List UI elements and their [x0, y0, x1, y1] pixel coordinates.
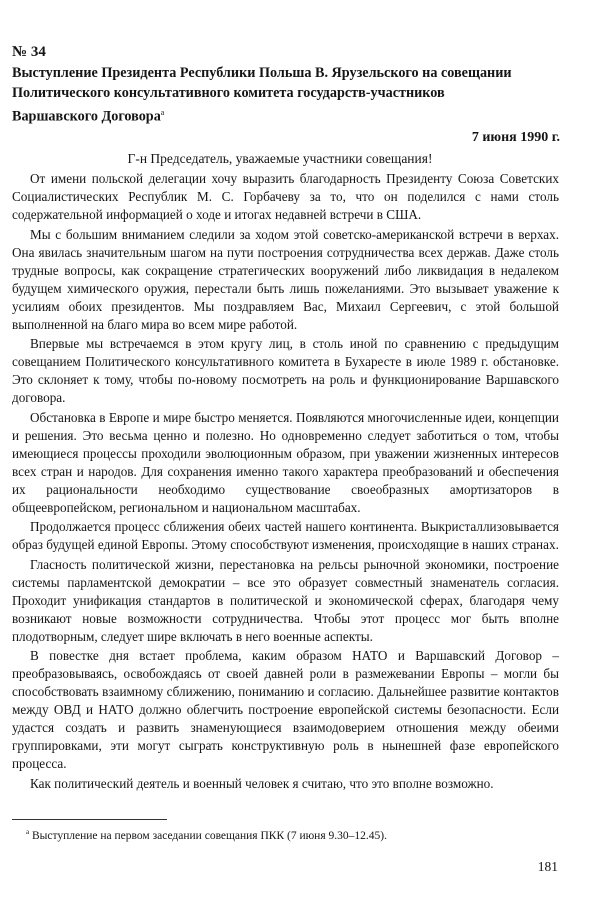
- paragraph: Гласность политической жизни, перестановка на рельсы рыночной экономики, построение системы парламентской демократии – все это образует совместный знаменатель согласия. Проходит унификация стандартов в политической и экономической сферах, благодаря чему возникают новые возможности сотрудничества. Чтобы этот процесс мог быть вполне плодотворным, следует шире включать в него военные аспекты.: [12, 556, 559, 644]
- speech-body: [12, 170, 559, 794]
- footnote: [26, 824, 556, 844]
- paragraph: Мы с большим вниманием следили за ходом этой советско-американской встречи в верхах. Она явилась значительным шагом на пути построения сотрудничества всех держав. Даже столь трудные вопросы, как сокращение стратегических вооружений либо ликвидация в недалеком будущем химического оружия, перестали быть лишь пожеланиями. Это вызывает уважение к усилиям обоих президентов. Мы поздравляем Вас, Михаил Сергеевич, с этой большой выполненной на благо мира во всем мире работой.: [12, 226, 559, 332]
- footnote-divider: [12, 819, 167, 820]
- footnote-mark: а: [26, 828, 30, 836]
- paragraph: Как политический деятель и военный человек я считаю, что это вполне возможно.: [30, 775, 494, 791]
- document-title: [12, 63, 532, 127]
- salutation: Г-н Председатель, уважаемые участники совещания!: [127, 151, 433, 166]
- footnote-text: Выступление на первом заседании совещания ПКК (7 июня 9.30–12.45).: [31, 829, 387, 842]
- paragraph: От имени польской делегации хочу выразить благодарность Президенту Союза Советских Социалистических Республик М. С. Горбачеву за то, что он поделился с нами столь содержательной информацией о ходе и итогах недавней встречи в США.: [12, 171, 559, 222]
- page-number: 181: [537, 859, 558, 874]
- title-footnote-mark: а: [160, 108, 165, 117]
- paragraph: В повестке дня встает проблема, каким образом НАТО и Варшавский Договор – преобразовываясь, освобождаясь от своей давней роли в размежевании Европы – могли бы способствовать взаимному сближению, пониманию и согласию. Дальнейшее развитие контактов между ОВД и НАТО должно облегчить построение европейской системы безопасности. Если удастся создать и развить знаменующиеся взаимодоверием отношения между обеими группировками, эти могут сыграть конструктивную роль в нынешней фазе европейского процесса.: [12, 648, 559, 771]
- paragraph: Впервые мы встречаемся в этом кругу лиц, в столь иной по сравнению с предыдущим совещанием Политического консультативного комитета в Бухаресте в июле 1989 г. обстановке. Это склоняет к тому, чтобы по-новому посмотреть на роль и функционирование Варшавского договора.: [12, 336, 559, 405]
- paragraph: Продолжается процесс сближения обеих частей нашего континента. Выкристаллизовывается образ будущей единой Европы. Этому способствуют изменения, происходящие в наших странах.: [12, 519, 559, 552]
- document-number: № 34: [12, 44, 46, 60]
- document-title-text: Выступление Президента Республики Польша В. Ярузельского на совещании Политического консультативного комитета государств-участников Варшавского Договора: [12, 65, 512, 125]
- paragraph: Обстановка в Европе и мире быстро меняется. Появляются многочисленные идеи, концепции и решения. Это весьма ценно и полезно. Но одновременно следует заботиться о том, чтобы имеющиеся процессы проходили эволюционным образом, при уважении жизненных интересов всех стран и народов. Для сохранения именно такого характера преобразований и обеспечения их рациональности необходимо существование своеобразных амортизаторов в общеевропейском, региональном и национальном масштабах.: [12, 409, 559, 515]
- document-date: 7 июня 1990 г.: [471, 130, 560, 145]
